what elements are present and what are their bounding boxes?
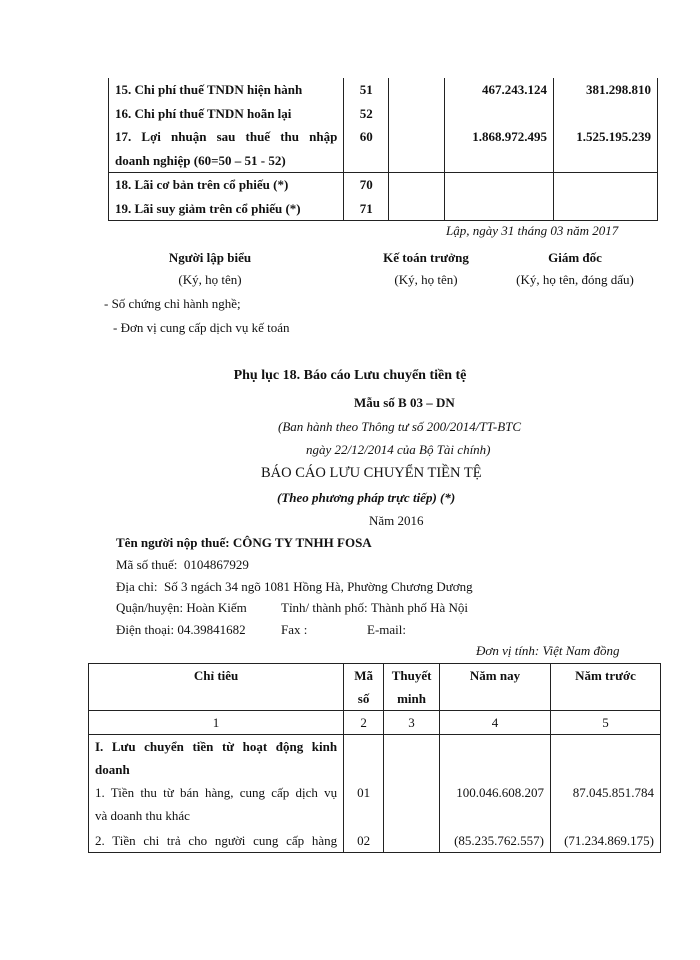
- district-label: Quận/huyện:: [116, 600, 184, 615]
- address-value: Số 3 ngách 34 ngõ 1081 Hồng Hà, Phường Chương Dương: [164, 579, 473, 594]
- director-note: (Ký, họ tên, đóng dấu): [516, 272, 634, 287]
- header-note-line1: Thuyết: [391, 668, 432, 683]
- row1-current: 100.046.608.207: [456, 785, 544, 800]
- row-note: [389, 78, 445, 102]
- row-code: 71: [344, 197, 389, 221]
- row-label: 19. Lãi suy giảm trên cổ phiếu (*): [109, 197, 344, 221]
- accountant-title: Kế toán trưởng: [383, 250, 469, 265]
- row-current: 467.243.124: [445, 78, 554, 102]
- taxpayer-line: [116, 535, 372, 551]
- email-label: E-mail:: [367, 622, 406, 637]
- report-title: BÁO CÁO LƯU CHUYỂN TIỀN TỆ: [261, 465, 482, 481]
- district-label-group: [116, 600, 247, 616]
- header-item: Chỉ tiêu: [89, 664, 344, 711]
- currency-unit: Đơn vị tính: Việt Nam đồng: [476, 643, 620, 658]
- form-number: Mẫu số B 03 – DN: [354, 395, 455, 410]
- row-code: 70: [344, 173, 389, 197]
- header-row: [89, 664, 661, 711]
- header-code: [344, 664, 384, 711]
- table-row: [109, 78, 658, 102]
- row-current: [445, 173, 554, 197]
- row1-label-line2: và doanh thu khác: [95, 808, 190, 823]
- row-note: [389, 125, 445, 173]
- section-heading-line2: doanh: [95, 762, 130, 777]
- address-label: Địa chỉ:: [116, 579, 158, 594]
- row1-label-line1: 1. Tiền thu từ bán hàng, cung cấp dịch vụ: [95, 785, 338, 800]
- issued-line-2: ngày 22/12/2014 của Bộ Tài chính): [306, 442, 491, 457]
- row-label: 15. Chi phí thuế TNDN hiện hành: [109, 78, 344, 102]
- row-label: [109, 125, 344, 173]
- row-current: [445, 197, 554, 221]
- table-row: [89, 735, 661, 853]
- note-cell: [384, 735, 440, 853]
- row-label: 16. Chi phí thuế TNDN hoãn lại: [109, 102, 344, 126]
- appendix-title: Phụ lục 18. Báo cáo Lưu chuyển tiền tệ: [233, 368, 467, 383]
- date-line: Lập, ngày 31 tháng 03 năm 2017: [446, 223, 619, 238]
- issued-line-1: (Ban hành theo Thông tư số 200/2014/TT-BTC: [278, 419, 522, 434]
- taxpayer-label: Tên người nộp thuế:: [116, 535, 230, 550]
- report-method: (Theo phương pháp trực tiếp) (*): [277, 490, 456, 505]
- note-certificate: - Số chứng chỉ hành nghề;: [104, 296, 241, 311]
- header-previous-year: Năm trước: [551, 664, 661, 711]
- accountant-note: (Ký, họ tên): [394, 272, 458, 287]
- district-value: Hoàn Kiếm: [186, 600, 247, 615]
- row-note: [389, 173, 445, 197]
- row2-code: 02: [357, 833, 371, 848]
- col-number: 1: [89, 711, 344, 735]
- tax-code-line: [116, 557, 249, 573]
- income-statement-table: [108, 78, 658, 221]
- col-number: 5: [551, 711, 661, 735]
- column-number-row: [89, 711, 661, 735]
- table-row: [109, 125, 658, 173]
- col-number: 3: [384, 711, 440, 735]
- row-note: [389, 102, 445, 126]
- header-current-year: Năm nay: [440, 664, 551, 711]
- row-code: 51: [344, 78, 389, 102]
- preparer-note: (Ký, họ tên): [178, 272, 242, 287]
- table-row: [109, 197, 658, 221]
- preparer-title: Người lập biểu: [168, 250, 252, 265]
- row2-current: (85.235.762.557): [454, 833, 544, 848]
- row1-code: 01: [357, 785, 371, 800]
- row-code: 60: [344, 125, 389, 173]
- previous-cell: [551, 735, 661, 853]
- table-row: [109, 102, 658, 126]
- director-title: Giám đốc: [548, 250, 602, 265]
- row2-previous: (71.234.869.175): [564, 833, 654, 848]
- row-previous: 381.298.810: [554, 78, 658, 102]
- province-value: Thành phố Hà Nội: [370, 600, 469, 615]
- item-cell: [89, 735, 344, 853]
- row-previous: [554, 197, 658, 221]
- phone-value: 04.39841682: [177, 622, 246, 637]
- phone-label: Điện thoại:: [116, 622, 175, 637]
- col-number: 2: [344, 711, 384, 735]
- header-code-line1: Mã: [354, 668, 373, 683]
- table-row: [109, 173, 658, 197]
- address-line: [116, 579, 473, 595]
- col-number: 4: [440, 711, 551, 735]
- note-service-provider: - Đơn vị cung cấp dịch vụ kế toán: [113, 320, 290, 335]
- tax-code-label: Mã số thuế:: [116, 557, 178, 572]
- row-code: 52: [344, 102, 389, 126]
- fax-label: Fax :: [281, 622, 308, 637]
- row-previous: [554, 102, 658, 126]
- row-previous: 1.525.195.239: [554, 125, 658, 173]
- current-cell: [440, 735, 551, 853]
- row-current: 1.868.972.495: [445, 125, 554, 173]
- province-group: [281, 600, 468, 616]
- row2-label-line1: 2. Tiền chi trả cho người cung cấp hàng: [95, 833, 338, 848]
- header-code-line2: số: [357, 691, 370, 706]
- row-label: 18. Lãi cơ bản trên cổ phiếu (*): [109, 173, 344, 197]
- tax-code-value: 0104867929: [183, 557, 249, 572]
- report-year: Năm 2016: [369, 513, 424, 528]
- phone-group: [116, 622, 246, 638]
- row-current: [445, 102, 554, 126]
- row-note: [389, 197, 445, 221]
- code-cell: [344, 735, 384, 853]
- row-previous: [554, 173, 658, 197]
- section-heading-line1: I. Lưu chuyển tiền từ hoạt động kinh: [95, 739, 338, 754]
- province-label: Tỉnh/ thành phố:: [281, 600, 368, 615]
- header-note: [384, 664, 440, 711]
- row1-previous: 87.045.851.784: [572, 785, 654, 800]
- header-note-line2: minh: [397, 691, 426, 706]
- row-label-line1: 17. Lợi nhuận sau thuế thu nhập: [115, 129, 338, 144]
- cash-flow-table: [88, 663, 661, 853]
- taxpayer-name: CÔNG TY TNHH FOSA: [232, 535, 372, 550]
- row-label-line2: doanh nghiệp (60=50 – 51 - 52): [115, 152, 286, 168]
